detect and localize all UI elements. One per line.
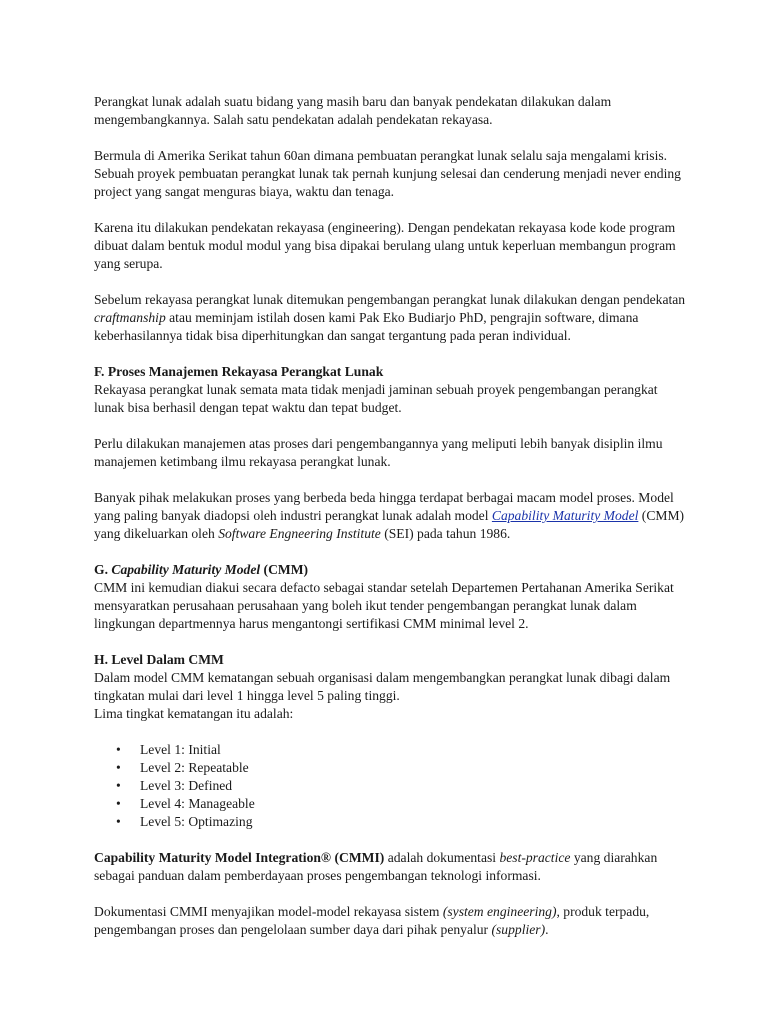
section-h-heading: H. Level Dalam CMM [94, 652, 224, 667]
heading-italic: Capability Maturity Model [111, 562, 261, 577]
text-segment: Sebelum rekayasa perangkat lunak ditemukan pengembangan perangkat lunak dilakukan dengan pendekatan [94, 292, 686, 307]
section-h-lead: Lima tingkat kematangan itu adalah: [94, 706, 294, 721]
section-f [94, 363, 688, 417]
list-item: • Level 1: Initial [140, 741, 688, 759]
text-segment: adalah dokumentasi [384, 850, 500, 865]
section-f-heading: F. Proses Manajemen Rekayasa Perangkat Lunak [94, 364, 384, 379]
list-item: • Level 5: Optimazing [140, 813, 688, 831]
paragraph-craftmanship [94, 291, 688, 345]
list-item: • Level 2: Repeatable [140, 759, 688, 777]
text-segment: (CMM) yang dikeluarkan oleh [94, 508, 685, 541]
paragraph-history: Bermula di Amerika Serikat tahun 60an dimana pembuatan perangkat lunak selalu saja mengalami krisis. Sebuah proyek pembuatan perangkat lunak tak pernah kunjung selesai dan cenderung menjadi never ending project yang sangat menguras biaya, waktu dan tenaga. [94, 148, 681, 199]
italic-term: Software Engneering Institute [218, 526, 381, 541]
paragraph-cmmi [94, 849, 688, 885]
text-segment: (SEI) pada tahun 1986. [380, 526, 511, 541]
paragraph-management: Perlu dilakukan manajemen atas proses dari pengembangannya yang meliputi lebih banyak disiplin ilmu manajemen ketimbang ilmu rekayasa perangkat lunak. [94, 436, 663, 469]
text-segment: , produk terpadu, pengembangan proses dan pengelolaan sumber daya dari pihak penyalur [94, 904, 650, 937]
text-segment: Dokumentasi CMMI menyajikan model-model rekayasa sistem [94, 904, 443, 919]
italic-term: best-practice [499, 850, 571, 865]
italic-term: craftmanship [94, 310, 166, 325]
heading-suffix: (CMM) [260, 562, 309, 577]
list-item: • Level 4: Manageable [140, 795, 688, 813]
section-h-paragraph: Dalam model CMM kematangan sebuah organisasi dalam mengembangkan perangkat lunak dibagi dalam tingkatan mulai dari level 1 hingga level 5 paling tinggi. [94, 670, 671, 703]
italic-term: (system engineering) [442, 904, 557, 919]
text-segment: . [545, 922, 549, 937]
bold-term: Capability Maturity Model Integration® (CMMI) [94, 850, 385, 865]
paragraph-cmmi-docs [94, 903, 688, 939]
list-item: • Level 3: Defined [140, 777, 688, 795]
paragraph-engineering: Karena itu dilakukan pendekatan rekayasa (engineering). Dengan pendekatan rekayasa kode kode program dibuat dalam bentuk modul modul yang bisa dipakai berulang ulang untuk keperluan membangun program yang serupa. [94, 220, 676, 271]
paragraph-intro: Perangkat lunak adalah suatu bidang yang masih baru dan banyak pendekatan dilakukan dalam mengembangkannya. Salah satu pendekatan adalah pendekatan rekayasa. [94, 94, 612, 127]
section-g [94, 561, 688, 633]
section-h [94, 651, 688, 723]
levels-list [94, 741, 688, 831]
heading-prefix: G. [94, 562, 112, 577]
text-segment: atau meminjam istilah dosen kami Pak Eko Budiarjo PhD, pengrajin software, dimana keberhasilannya tidak bisa diperhitungkan dan sangat tergantung pada peran individual. [94, 310, 639, 343]
italic-term: (supplier) [491, 922, 546, 937]
text-segment: Banyak pihak melakukan proses yang berbeda beda hingga terdapat berbagai macam model proses. Model yang paling banyak diadopsi oleh industri perangkat lunak adalah model [94, 490, 674, 523]
paragraph-process-models [94, 489, 688, 543]
cmm-link[interactable]: Capability Maturity Model [491, 508, 639, 523]
section-g-paragraph: CMM ini kemudian diakui secara defacto sebagai standar setelah Departemen Pertahanan Amerika Serikat mensyaratkan perusahaan perusahaan yang boleh ikut tender pengembangan perangkat lunak dalam lingkungan departmennya harus mengantongi sertifikasi CMM minimal level 2. [94, 580, 674, 631]
section-g-heading [94, 561, 688, 579]
section-f-paragraph: Rekayasa perangkat lunak semata mata tidak menjadi jaminan sebuah proyek pengembangan perangkat lunak bisa berhasil dengan tepat waktu dan tepat budget. [94, 382, 658, 415]
text-segment: yang diarahkan sebagai panduan dalam pemberdayaan proses pengembangan teknologi informasi. [94, 850, 658, 883]
